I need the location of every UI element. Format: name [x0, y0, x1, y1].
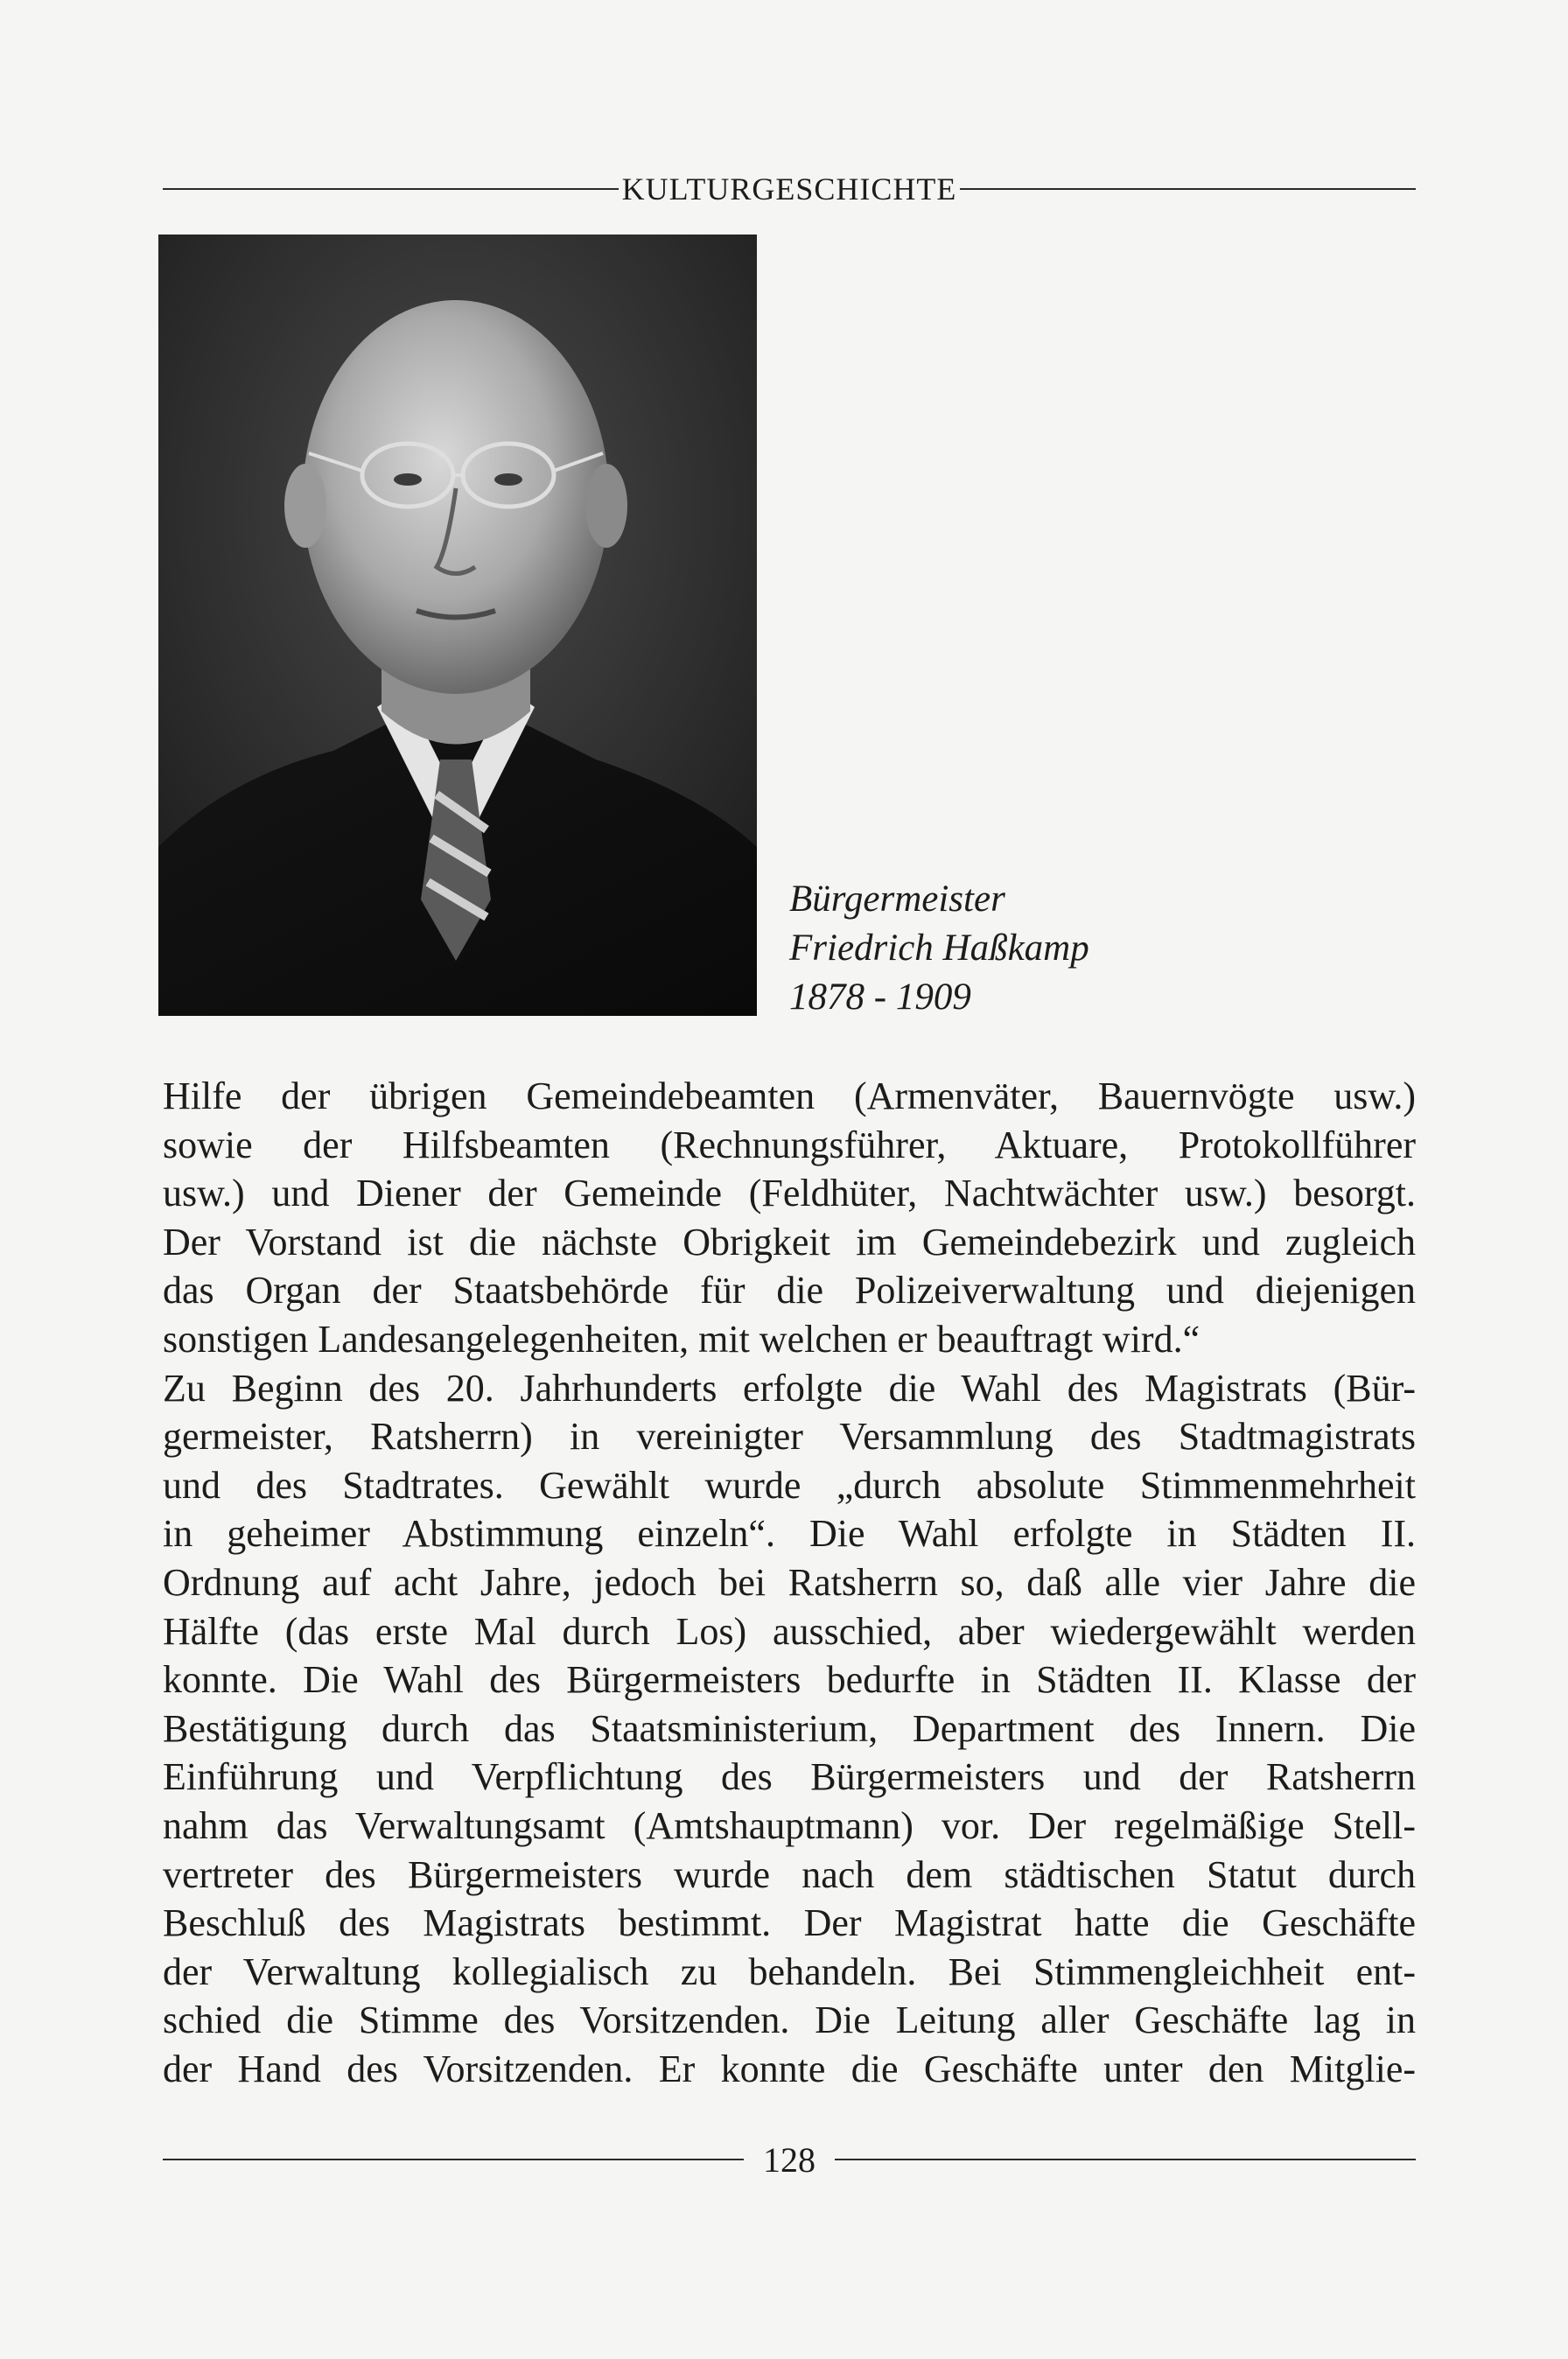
running-header	[163, 172, 1416, 206]
footer-rule-right	[835, 2159, 1416, 2160]
text-line: konnte. Die Wahl des Bürgermeisters bedurfte in Städten II. Klasse der	[163, 1658, 1416, 1702]
header-rule-right	[960, 188, 1416, 190]
text-line: Beschluß des Magistrats bestimmt. Der Magistrat hatte die Geschäfte	[163, 1901, 1416, 1945]
text-line: Der Vorstand ist die nächste Obrigkeit im Gemeindebezirk und zugleich	[163, 1220, 1416, 1264]
text-line: sonstigen Landesangelegenheiten, mit welchen er beauftragt wird.“	[163, 1317, 1200, 1361]
text-line: der Verwaltung kollegialisch zu behandeln. Bei Stimmengleichheit ent-	[163, 1950, 1416, 1993]
text-line: germeister, Ratsherrn) in vereinigter Versammlung des Stadtmagistrats	[163, 1415, 1416, 1459]
text-line: Bestätigung durch das Staatsministerium, Department des Innern. Die	[163, 1706, 1416, 1750]
text-line: schied die Stimme des Vorsitzenden. Die Leitung aller Geschäfte lag in	[163, 1998, 1416, 2042]
text-line: und des Stadtrates. Gewählt wurde „durch absolute Stimmenmehrheit	[163, 1463, 1416, 1507]
text-line: Ordnung auf acht Jahre, jedoch bei Ratsherrn so, daß alle vier Jahre die	[163, 1560, 1416, 1604]
text-line: Hilfe der übrigen Gemeindebeamten (Armenväter, Bauernvögte usw.)	[163, 1074, 1416, 1117]
text-line: vertreter des Bürgermeisters wurde nach dem städtischen Statut durch	[163, 1852, 1416, 1896]
text-line: das Organ der Staatsbehörde für die Polizeiverwaltung und diejenigen	[163, 1269, 1416, 1312]
caption-name: Friedrich Haßkamp	[789, 928, 1089, 969]
caption-title: Bürgermeister	[789, 878, 1005, 920]
text-line: sowie der Hilfsbeamten (Rechnungsführer, Aktuare, Protokollführer	[163, 1123, 1416, 1166]
body-text	[163, 1072, 1416, 2093]
caption-years: 1878 - 1909	[789, 976, 971, 1018]
page-number: 128	[763, 2139, 816, 2180]
text-line: Einführung und Verpflichtung des Bürgermeisters und der Ratsherrn	[163, 1755, 1416, 1799]
section-title: KULTURGESCHICHTE	[621, 172, 957, 206]
page-footer	[163, 2138, 1416, 2180]
photo-caption	[789, 875, 1089, 1022]
text-line: nahm das Verwaltungsamt (Amtshauptmann) vor. Der regelmäßige Stell-	[163, 1803, 1416, 1847]
header-rule-left	[163, 188, 619, 190]
footer-rule-left	[163, 2159, 744, 2160]
text-line: Zu Beginn des 20. Jahrhunderts erfolgte die Wahl des Magistrats (Bür-	[163, 1366, 1416, 1410]
portrait-photo	[158, 234, 757, 1016]
text-line: Hälfte (das erste Mal durch Los) ausschied, aber wiedergewählt werden	[163, 1609, 1416, 1653]
text-line: der Hand des Vorsitzenden. Er konnte die Geschäfte unter den Mitglie-	[163, 2047, 1416, 2090]
text-line: usw.) und Diener der Gemeinde (Feldhüter, Nachtwächter usw.) besorgt.	[163, 1172, 1416, 1215]
text-line: in geheimer Abstimmung einzeln“. Die Wahl erfolgte in Städten II.	[163, 1512, 1416, 1556]
